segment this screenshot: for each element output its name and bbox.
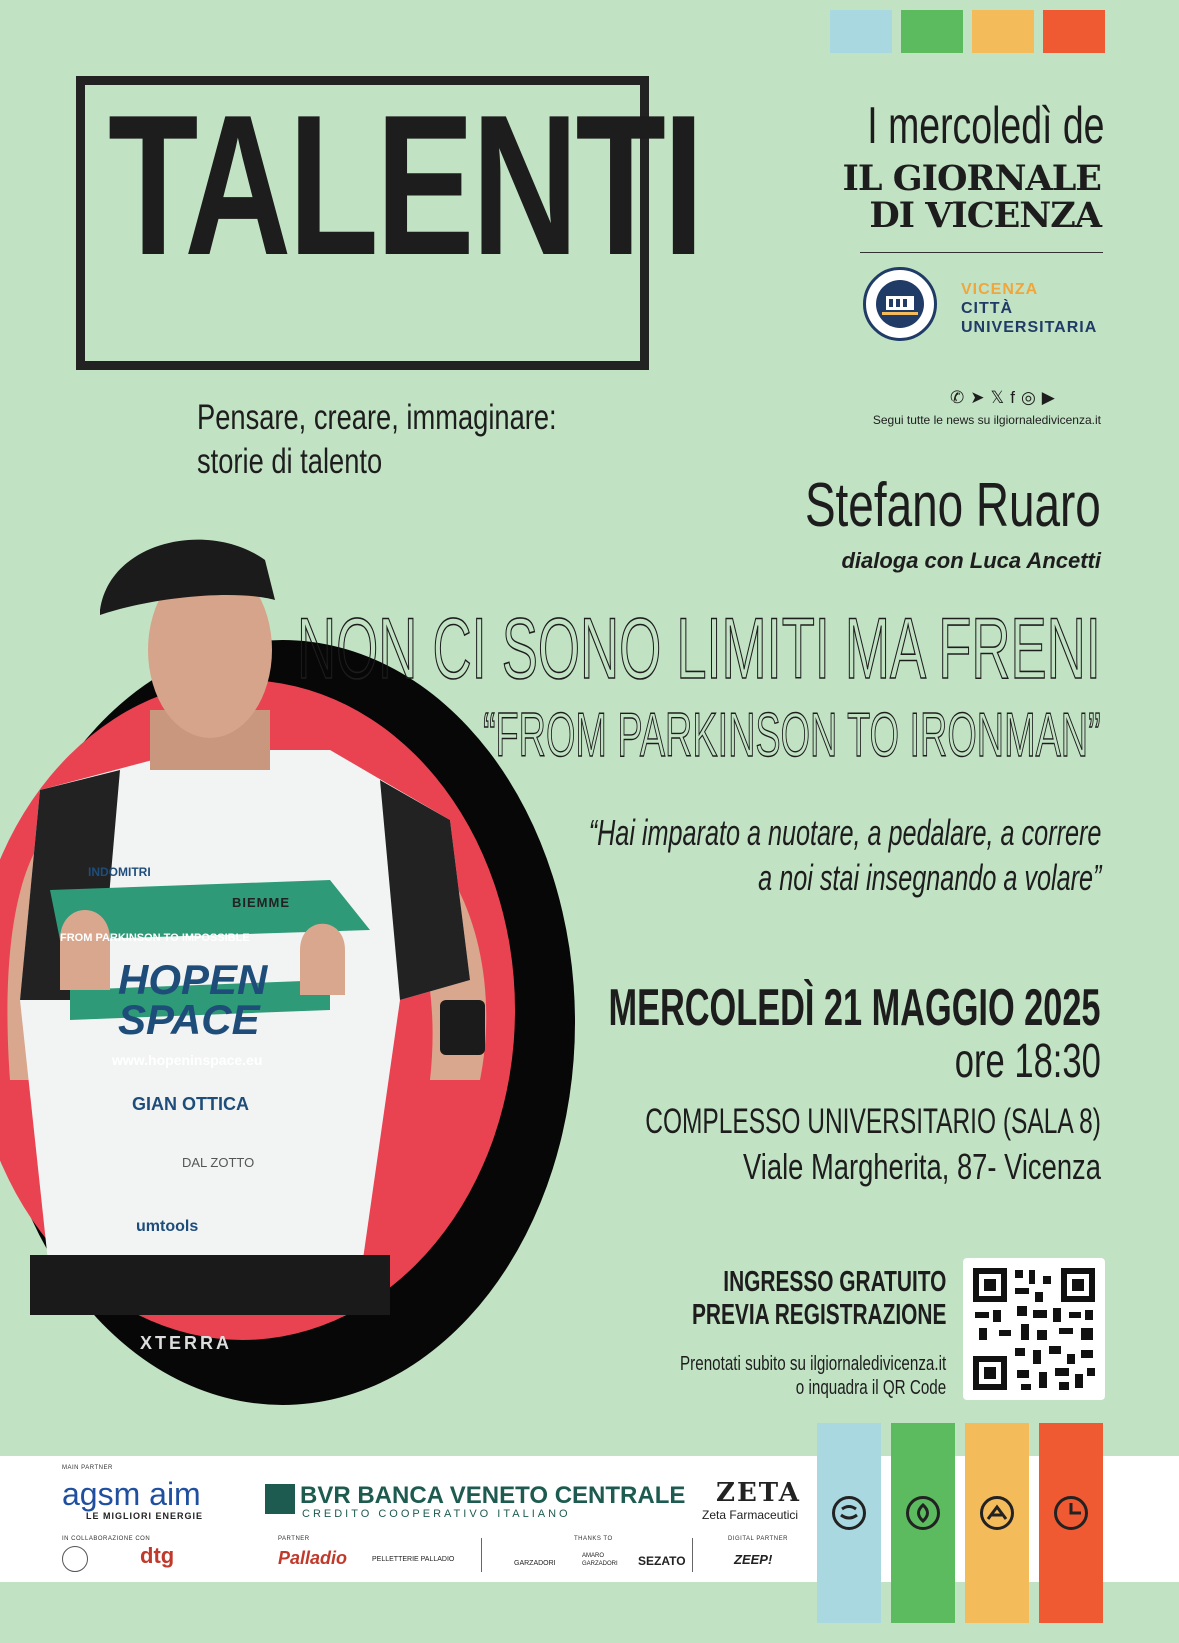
pelletterie-logo: PELLETTERIE PALLADIO	[372, 1556, 455, 1563]
digital-partner-label: DIGITAL PARTNER	[728, 1536, 788, 1542]
qr-code[interactable]	[963, 1258, 1105, 1400]
top-bar-orange	[1043, 10, 1105, 53]
newspaper-line-2: DI VICENZA	[869, 195, 1101, 236]
university-line-2: CITTÀ	[961, 300, 1014, 317]
booking-line-2: o inquadra il QR Code	[795, 1377, 946, 1399]
university-seal-icon	[863, 267, 937, 341]
main-partner-label: MAIN PARTNER	[62, 1465, 113, 1471]
bank-logo-icon	[265, 1484, 295, 1514]
facebook-icon[interactable]: f	[1010, 388, 1021, 407]
event-venue: COMPLESSO UNIVERSITARIO (SALA 8)	[645, 1102, 1101, 1141]
talenti-logo-word: TALENTI	[108, 74, 702, 297]
tagline-line-2: storie di talento	[197, 442, 383, 481]
smile-wave-icon	[832, 1496, 866, 1530]
jersey-sponsor-umtools: umtools	[136, 1218, 199, 1235]
registration-line-1: INGRESSO GRATUITO	[722, 1266, 946, 1298]
leaf-icon	[906, 1496, 940, 1530]
follow-text: Segui tutte le news su ilgiornaledivicenza.it	[872, 413, 1101, 427]
quote-line-2: a noi stai insegnando a volare”	[757, 857, 1101, 898]
zeta-name: Zeta Farmaceutici	[702, 1508, 799, 1522]
top-bar-yellow	[972, 10, 1034, 53]
jersey-sponsor-dalzotto: DAL ZOTTO	[182, 1155, 255, 1170]
event-address: Viale Margherita, 87- Vicenza	[743, 1146, 1101, 1187]
garzadori-logo: GARZADORI	[514, 1560, 556, 1567]
x-icon[interactable]: 𝕏	[990, 388, 1011, 407]
zeep-logo: ZEEP!	[734, 1552, 773, 1567]
tagline	[197, 396, 557, 484]
thanks-label: THANKS TO	[574, 1536, 613, 1542]
footer-divider-1	[481, 1538, 482, 1572]
mountain-icon	[980, 1496, 1014, 1530]
zeta-logo: ZETA	[716, 1478, 801, 1508]
footer-divider-2	[692, 1538, 693, 1572]
agsm-tagline: LE MIGLIORI ENERGIE	[86, 1511, 204, 1521]
university-line-3: UNIVERSITARIA	[961, 319, 1098, 336]
jersey-bottom-text: XTERRA	[140, 1333, 233, 1353]
pie-icon	[1054, 1496, 1088, 1530]
jersey-hope-text	[118, 956, 268, 1043]
moderator: dialoga con Luca Ancetti	[841, 548, 1101, 573]
header-divider	[860, 252, 1103, 253]
telegram-icon[interactable]: ➤	[970, 388, 991, 407]
top-bar-blue	[830, 10, 892, 53]
jersey-url: www.hopeninspace.eu	[112, 1052, 263, 1068]
booking-line-1[interactable]: Prenotati subito su ilgiornaledivicenza.it	[679, 1353, 946, 1375]
series-title: I mercoledì de	[866, 97, 1104, 155]
dtg-logo: dtg	[140, 1543, 175, 1568]
youtube-icon[interactable]: ▶	[1041, 388, 1061, 407]
event-quote	[588, 810, 1101, 900]
registration-note	[692, 1266, 946, 1332]
quote-line-1: “Hai imparato a nuotare, a pedalare, a correre	[588, 812, 1101, 853]
palladio-logo: Palladio	[278, 1548, 348, 1568]
partner-label: PARTNER	[278, 1536, 310, 1542]
event-time: ore 18:30	[954, 1035, 1101, 1088]
agsm-logo: agsm aim	[62, 1476, 201, 1512]
social-icons	[950, 388, 1061, 408]
instagram-icon[interactable]: ◎	[1020, 388, 1042, 407]
top-bar-green	[901, 10, 963, 53]
university-line-1: VICENZA	[961, 281, 1039, 298]
jersey-hope-line-1: HOPEN	[118, 956, 268, 1003]
sezato-logo: SEZATO	[638, 1554, 686, 1568]
event-title: NON CI SONO LIMITI MA FRENI	[297, 601, 1101, 697]
amaro-logo: AMARO GARZADORI	[582, 1553, 618, 1567]
event-date: MERCOLEDÌ 21 MAGGIO 2025	[608, 979, 1101, 1037]
newspaper-name	[843, 160, 1101, 234]
university-label	[961, 280, 1097, 337]
registration-line-2: PREVIA REGISTRAZIONE	[691, 1299, 946, 1331]
collab-label: IN COLLABORAZIONE CON	[62, 1536, 151, 1542]
university-padova-seal-icon	[62, 1546, 88, 1572]
bank-name: BVR BANCA VENETO CENTRALE	[300, 1482, 686, 1509]
jersey-band-text: FROM PARKINSON TO IMPOSSIBLE	[60, 932, 250, 944]
newspaper-line-1: IL GIORNALE	[842, 158, 1101, 199]
jersey-sponsor-gian: GIAN OTTICA	[132, 1094, 249, 1114]
jersey-hope-line-2: SPACE	[118, 996, 260, 1043]
jersey-brand-biemme: BIEMME	[232, 895, 290, 910]
event-subtitle: “FROM PARKINSON TO IRONMAN”	[483, 701, 1101, 770]
speaker-name: Stefano Ruaro	[805, 471, 1101, 540]
whatsapp-icon[interactable]: ✆	[950, 388, 971, 407]
bank-subtitle: CREDITO COOPERATIVO ITALIANO	[302, 1508, 571, 1520]
tagline-line-1: Pensare, creare, immaginare:	[197, 398, 557, 437]
booking-text	[680, 1352, 946, 1400]
jersey-brand-indomitri: INDOMITRI	[88, 865, 151, 879]
